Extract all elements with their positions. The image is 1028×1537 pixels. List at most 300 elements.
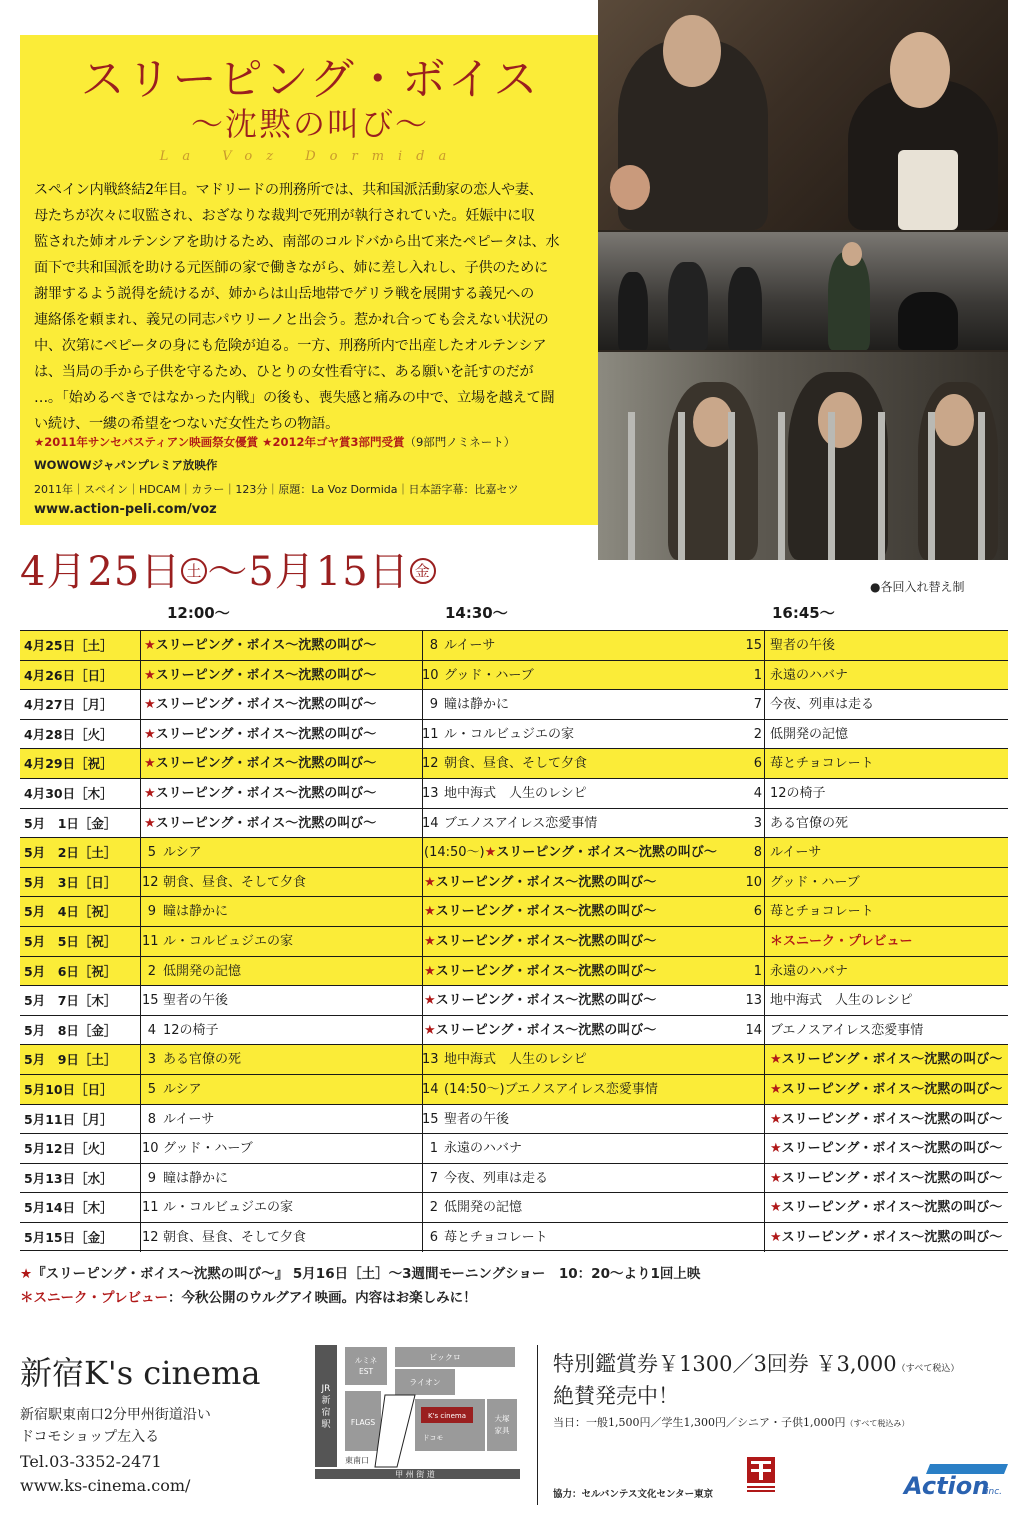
synopsis	[34, 177, 586, 437]
movie-number: 10	[422, 667, 439, 683]
movie-title-text: グッド・ハーブ	[444, 667, 534, 683]
movie-number: 3	[753, 815, 762, 831]
screening-date: 5月14日［木］	[24, 1200, 113, 1216]
action-inc-logo	[900, 1460, 1010, 1500]
movie-title-text: ＊スニーク・プレビュー	[770, 933, 913, 949]
movie-title-text: 聖者の午後	[444, 1111, 510, 1127]
divider	[764, 1075, 765, 1105]
star-icon: ★	[770, 1200, 782, 1216]
star-icon: ★	[770, 1081, 782, 1097]
film-info-panel	[20, 35, 598, 525]
movie-title	[770, 1164, 1002, 1194]
screening-date: 5月 9日［土］	[24, 1052, 117, 1068]
movie-title	[770, 986, 913, 1016]
movie-number: 8	[753, 845, 762, 861]
instituto-cervantes-logo	[745, 1455, 777, 1495]
still-prison-bars-photo	[598, 352, 1008, 560]
movie-title-text: スリーピング・ボイス〜沈黙の叫び〜	[435, 933, 657, 949]
broadcast-note: WOWOWジャパンプレミア放映作	[34, 458, 218, 472]
star-icon: ★	[484, 845, 497, 861]
screening-date: 5月 2日［土］	[24, 845, 117, 861]
movie-title-text: グッド・ハーブ	[770, 874, 860, 890]
schedule-row	[20, 689, 1008, 719]
movie-title	[770, 809, 848, 839]
map-station-label: JR 新宿駅	[321, 1384, 331, 1430]
movie-number: 1	[429, 1141, 438, 1157]
movie-number: 6	[429, 1229, 438, 1245]
movie-title-text: スリーピング・ボイス〜沈黙の叫び〜	[155, 638, 377, 653]
morning-show-note	[20, 1262, 700, 1282]
movie-title	[770, 1075, 1002, 1105]
schedule-row	[20, 1133, 1008, 1163]
movie-title-text: ある官僚の死	[770, 815, 849, 831]
screening-date: 5月 7日［木］	[24, 993, 117, 1009]
movie-number: 10	[745, 874, 762, 890]
movie-title-text: スリーピング・ボイス〜沈黙の叫び〜	[435, 963, 657, 979]
svg-text:inc.: inc.	[986, 1487, 1003, 1497]
movie-number: 8	[429, 638, 438, 653]
sneak-preview-label: ＊スニーク・プレビュー	[20, 1290, 168, 1306]
divider	[764, 749, 765, 779]
movie-number: 15	[142, 993, 159, 1009]
movie-title	[163, 927, 293, 957]
alt-start-time: (14:50〜)	[424, 845, 485, 861]
schedule-row	[20, 926, 1008, 956]
schedule-row	[20, 778, 1008, 808]
screening-date: 5月11日［月］	[24, 1111, 113, 1127]
movie-title-text: 永遠のハバナ	[770, 667, 849, 683]
schedule-row	[20, 985, 1008, 1015]
divider	[140, 1164, 141, 1194]
movie-title	[444, 690, 509, 720]
movie-number: 9	[147, 904, 156, 920]
divider	[764, 868, 765, 898]
star-icon: ★	[770, 1111, 782, 1127]
star-icon: ★	[144, 815, 156, 831]
divider	[140, 1105, 141, 1135]
divider	[422, 1016, 423, 1046]
schedule-row	[20, 660, 1008, 690]
movie-title-text: スリーピング・ボイス〜沈黙の叫び〜	[781, 1052, 1003, 1068]
divider	[422, 957, 423, 987]
movie-title-text: スリーピング・ボイス〜沈黙の叫び〜	[435, 874, 657, 890]
movie-title-text: 聖者の午後	[163, 993, 229, 1009]
divider	[140, 957, 141, 987]
schedule-table	[20, 630, 1008, 1251]
movie-number: 14	[422, 815, 439, 831]
synopsis-line: い続け、一縷の希望をつないだ女性たちの物語。	[34, 416, 339, 432]
movie-title-text: スリーピング・ボイス〜沈黙の叫び〜	[781, 1170, 1003, 1186]
movie-title-text: ルイーサ	[163, 1111, 215, 1127]
divider	[140, 1134, 141, 1164]
divider	[422, 927, 423, 957]
movie-number: 9	[429, 697, 438, 713]
theater-name: 新宿K's cinema	[20, 1354, 261, 1392]
divider	[422, 986, 423, 1016]
svg-text:家具: 家具	[494, 1426, 510, 1435]
movie-title	[444, 661, 534, 691]
schedule-row	[20, 837, 1008, 867]
divider	[140, 868, 141, 898]
star-icon: ★	[424, 963, 436, 979]
schedule-row	[20, 719, 1008, 749]
award-goya: ★2012年ゴヤ賞3部門受賞	[262, 435, 405, 449]
movie-title	[444, 1134, 522, 1164]
divider	[140, 661, 141, 691]
star-icon: ★	[770, 1052, 782, 1068]
divider	[764, 986, 765, 1016]
movie-title	[163, 838, 202, 868]
divider	[764, 690, 765, 720]
schedule-row	[20, 1192, 1008, 1222]
address-line-2: ドコモショップ左入る	[20, 1429, 160, 1445]
synopsis-line: 面下で共和国派を助ける元医師の家で働きながら、姉に差し入れし、子供のために	[34, 260, 548, 276]
divider	[764, 1193, 765, 1223]
movie-number: 12	[142, 1229, 159, 1245]
movie-title	[770, 897, 874, 927]
movie-title-text: 12の椅子	[770, 785, 826, 801]
movie-title-text: スリーピング・ボイス〜沈黙の叫び〜	[496, 845, 717, 861]
movie-number: 5	[147, 1081, 156, 1097]
movie-title	[144, 690, 376, 720]
movie-number: 10	[142, 1141, 159, 1157]
movie-title	[770, 749, 874, 779]
screening-date: 4月30日［木］	[24, 785, 113, 801]
movie-number: 12	[142, 874, 159, 890]
star-icon: ★	[424, 904, 436, 920]
movie-title-text: ブエノスアイレス恋愛事情	[504, 1081, 658, 1097]
movie-title-text: スリーピング・ボイス〜沈黙の叫び〜	[781, 1141, 1003, 1157]
movie-title-text: グッド・ハーブ	[163, 1141, 253, 1157]
movie-number: 1	[753, 963, 762, 979]
movie-title-text: スリーピング・ボイス〜沈黙の叫び〜	[781, 1200, 1003, 1216]
movie-title-text: 朝食、昼食、そして夕食	[163, 874, 307, 890]
film-title: スリーピング・ボイス	[80, 54, 540, 105]
movie-title-text: スリーピング・ボイス〜沈黙の叫び〜	[155, 697, 377, 713]
schedule-row	[20, 808, 1008, 838]
synopsis-line: 連絡係を頼まれ、義兄の同志パウリーノと出会う。惹かれ合っても会えない状況の	[34, 312, 549, 328]
star-icon: ★	[144, 785, 156, 801]
movie-title	[424, 957, 656, 987]
alt-start-time: (14:50〜)	[444, 1081, 505, 1097]
access-map	[315, 1345, 520, 1497]
screening-date: 5月 8日［金］	[24, 1022, 117, 1038]
movie-title	[444, 720, 574, 750]
movie-title	[424, 868, 656, 898]
schedule-row	[20, 1222, 1008, 1252]
movie-title-text: 今夜、列車は走る	[444, 1170, 549, 1186]
film-spec: 2011年｜スペイン｜HDCAM｜カラー｜123分｜原題：La Voz Dormida｜日本語字幕：比嘉セツ	[34, 483, 519, 496]
divider	[764, 1223, 765, 1253]
synopsis-line: スペイン内戦終結2年目。マドリードの刑務所では、共和国派活動家の恋人や妻、	[34, 182, 543, 198]
schedule-row	[20, 1163, 1008, 1193]
schedule-row	[20, 867, 1008, 897]
movie-title-text: 朝食、昼食、そして夕食	[163, 1229, 307, 1245]
movie-title	[424, 986, 656, 1016]
end-weekday-badge: 金	[410, 558, 436, 584]
award-san-sebastian: ★2011年サンセバスティアン映画祭女優賞	[34, 435, 259, 449]
movie-title	[770, 1134, 1002, 1164]
movie-title	[424, 927, 656, 957]
movie-number: 13	[422, 1052, 439, 1068]
movie-title	[163, 1105, 214, 1135]
movie-title	[444, 749, 587, 779]
movie-number: 6	[753, 904, 762, 920]
movie-title	[163, 868, 306, 898]
period-start: 4月25日	[20, 549, 182, 595]
movie-title	[163, 1075, 202, 1105]
start-weekday-badge: 土	[181, 558, 207, 584]
movie-title-text: スリーピング・ボイス〜沈黙の叫び〜	[435, 1022, 657, 1038]
screening-date: 5月 3日［日］	[24, 874, 117, 890]
morning-show-text: 『スリーピング・ボイス〜沈黙の叫び〜』 5月16日［土］〜3週間モーニングショー 10：20〜より1回上映	[32, 1266, 701, 1282]
movie-number: 3	[147, 1052, 156, 1068]
divider	[764, 779, 765, 809]
movie-title	[444, 1223, 548, 1253]
divider	[140, 897, 141, 927]
synopsis-line: 監された姉オルテンシアを助けるため、南部のコルドバから出て来たペピータは、水	[34, 234, 560, 250]
movie-title	[444, 1193, 522, 1223]
divider	[764, 838, 765, 868]
movie-title-text: スリーピング・ボイス〜沈黙の叫び〜	[781, 1111, 1003, 1127]
film-website-link[interactable]: www.action-peli.com/voz	[34, 502, 217, 517]
theater-address	[20, 1404, 211, 1448]
movie-title-text: ルイーサ	[770, 845, 822, 861]
movie-title-text: ブエノスアイレス恋愛事情	[770, 1022, 924, 1038]
movie-number: 9	[147, 1170, 156, 1186]
star-icon: ★	[144, 667, 156, 683]
movie-title	[444, 631, 495, 661]
movie-number: 8	[147, 1111, 156, 1127]
movie-title-text: 苺とチョコレート	[770, 756, 874, 772]
movie-number: 4	[753, 785, 762, 801]
film-subtitle: 〜沈黙の叫び〜	[190, 105, 429, 143]
movie-title-text: スリーピング・ボイス〜沈黙の叫び〜	[155, 667, 377, 683]
still-courtroom-photo	[598, 232, 1008, 350]
movie-number: 15	[745, 638, 762, 653]
movie-title	[144, 631, 376, 661]
period-separator: 〜	[207, 549, 249, 595]
movie-title-text: ブエノスアイレス恋愛事情	[444, 815, 598, 831]
movie-title	[770, 720, 848, 750]
star-icon: ★	[144, 726, 156, 742]
screening-date: 5月10日［日］	[24, 1081, 113, 1097]
divider	[764, 631, 765, 661]
divider	[764, 1045, 765, 1075]
divider	[764, 957, 765, 987]
movie-title	[424, 838, 717, 868]
movie-title	[444, 1164, 548, 1194]
theater-phone[interactable]: Tel.03-3352-2471	[20, 1452, 162, 1471]
ticket-offer-tax-note: （すべて税込）	[896, 1364, 960, 1374]
movie-title	[163, 897, 228, 927]
movie-number: 4	[147, 1022, 156, 1038]
movie-title	[424, 1016, 656, 1046]
movie-number: 2	[429, 1200, 438, 1216]
movie-number: 6	[753, 756, 762, 772]
movie-title	[144, 749, 376, 779]
movie-title	[770, 779, 826, 809]
divider	[140, 986, 141, 1016]
star-icon: ★	[770, 1229, 782, 1245]
movie-title-text: スリーピング・ボイス〜沈黙の叫び〜	[155, 726, 377, 742]
movie-title	[770, 1105, 1002, 1135]
screening-date: 4月25日［土］	[24, 638, 113, 653]
map-street-label: 甲 州 街 道	[395, 1470, 435, 1479]
svg-text:EST: EST	[358, 1367, 374, 1376]
map-docomo-label: ドコモ	[422, 1434, 444, 1442]
movie-title	[770, 631, 835, 661]
movie-number: 7	[429, 1170, 438, 1186]
screening-date: 5月15日［金］	[24, 1229, 113, 1245]
ticket-offer	[553, 1348, 959, 1378]
movie-number: 11	[142, 1200, 159, 1216]
slot-time-1: 12:00〜	[167, 604, 230, 622]
divider	[764, 1016, 765, 1046]
star-icon: ★	[144, 697, 156, 713]
screening-date: 4月28日［火］	[24, 726, 113, 742]
movie-title-text: スリーピング・ボイス〜沈黙の叫び〜	[435, 993, 657, 1009]
movie-title-text: 12の椅子	[163, 1022, 219, 1038]
movie-title	[770, 1223, 1002, 1253]
divider	[140, 690, 141, 720]
synopsis-line: …。「始めるべきではなかった内戦」の後も、喪失感と痛みの中で、立場を越えて闘	[34, 390, 555, 406]
movie-title-text: 苺とチョコレート	[444, 1229, 548, 1245]
movie-title-text: 聖者の午後	[770, 638, 836, 653]
star-icon: ★	[424, 874, 436, 890]
divider	[140, 1075, 141, 1105]
map-flags-label: FLAGS	[350, 1418, 376, 1427]
screening-date: 5月 4日［祝］	[24, 904, 117, 920]
movie-title-text: 地中海式 人生のレシピ	[770, 993, 913, 1009]
movie-title-text: 今夜、列車は走る	[770, 697, 875, 713]
divider	[140, 720, 141, 750]
divider	[764, 1134, 765, 1164]
movie-title-text: 瞳は静かに	[163, 1170, 229, 1186]
schedule-row	[20, 1104, 1008, 1134]
movie-number: 11	[142, 933, 159, 949]
movie-number: 7	[753, 697, 762, 713]
screening-period	[20, 540, 436, 597]
movie-title-text: スリーピング・ボイス〜沈黙の叫び〜	[155, 756, 377, 772]
star-icon: ★	[424, 993, 436, 1009]
star-icon: ★	[424, 933, 436, 949]
movie-number: 15	[422, 1111, 439, 1127]
movie-title	[163, 1223, 306, 1253]
awards-line	[34, 434, 594, 450]
divider	[140, 749, 141, 779]
movie-title	[163, 1164, 228, 1194]
movie-title	[444, 1075, 658, 1105]
screening-date: 5月 6日［祝］	[24, 963, 117, 979]
movie-title	[770, 1016, 923, 1046]
movie-number: 13	[422, 785, 439, 801]
movie-title	[163, 986, 228, 1016]
movie-title-text: スリーピング・ボイス〜沈黙の叫び〜	[155, 815, 377, 831]
schedule-row	[20, 748, 1008, 778]
award-goya-note: （9部門ノミネート）	[404, 435, 516, 449]
star-icon: ★	[20, 1266, 33, 1282]
divider	[764, 897, 765, 927]
movie-title	[163, 957, 241, 987]
divider	[764, 809, 765, 839]
movie-title-text: 低開発の記憶	[444, 1200, 523, 1216]
screening-date: 5月 5日［祝］	[24, 933, 117, 949]
star-icon: ★	[144, 756, 156, 772]
map-lumine-label: ルミネ	[354, 1356, 378, 1365]
svg-text:Action: Action	[904, 1472, 990, 1500]
movie-title	[163, 1134, 253, 1164]
synopsis-line: 謝罪するよう説得を続けるが、姉からは山岳地帯でゲリラ戦を展開する義兄への	[34, 286, 534, 302]
movie-title-text: ある官僚の死	[163, 1052, 242, 1068]
movie-title-text: 永遠のハバナ	[444, 1141, 523, 1157]
movie-title	[163, 1193, 293, 1223]
movie-title-text: ルイーサ	[444, 638, 496, 653]
door-prices	[553, 1414, 909, 1430]
movie-title-text: 永遠のハバナ	[770, 963, 849, 979]
movie-title-text: ルシア	[163, 1081, 202, 1097]
divider	[140, 1223, 141, 1253]
schedule-row	[20, 896, 1008, 926]
movie-title	[144, 779, 376, 809]
film-original-title: La Voz Dormida	[159, 149, 461, 164]
screening-date: 4月27日［月］	[24, 697, 113, 713]
map-theater-label: K's cinema	[427, 1412, 467, 1420]
divider	[140, 779, 141, 809]
cooperation-credit: 協力：セルバンテス文化センター東京	[553, 1489, 714, 1500]
movie-title	[770, 868, 860, 898]
divider	[764, 720, 765, 750]
movie-title	[424, 897, 656, 927]
screening-date: 5月13日［水］	[24, 1170, 113, 1186]
schedule-row	[20, 630, 1008, 660]
movie-title-text: 瞳は静かに	[444, 697, 510, 713]
movie-title	[163, 1016, 219, 1046]
divider	[764, 927, 765, 957]
door-prices-text: 当日：一般1,500円／学生1,300円／シニア・子供1,000円	[553, 1416, 846, 1429]
slot-time-3: 16:45〜	[772, 604, 835, 622]
movie-number: 14	[422, 1081, 439, 1097]
movie-title-text: スリーピング・ボイス〜沈黙の叫び〜	[781, 1229, 1003, 1245]
movie-title	[444, 1045, 587, 1075]
address-line-1: 新宿駅東南口2分甲州街道沿い	[20, 1407, 211, 1423]
movie-title	[444, 779, 587, 809]
movie-title	[444, 1105, 509, 1135]
movie-number: 14	[745, 1022, 762, 1038]
divider	[537, 1345, 538, 1505]
period-end: 5月15日	[248, 549, 410, 595]
divider	[140, 1016, 141, 1046]
synopsis-line: は、当局の手から子供を守るため、ひとりの女性看守に、ある願いを託すのだが	[34, 364, 534, 380]
movie-title	[770, 661, 848, 691]
movie-number: 12	[422, 756, 439, 772]
movie-title	[770, 957, 848, 987]
movie-title-text: スリーピング・ボイス〜沈黙の叫び〜	[781, 1081, 1003, 1097]
movie-title-text: ル・コルビュジエの家	[444, 726, 575, 742]
divider	[140, 1045, 141, 1075]
theater-website-link[interactable]: www.ks-cinema.com/	[20, 1476, 191, 1495]
movie-title	[770, 1193, 1002, 1223]
divider	[764, 1105, 765, 1135]
screening-date: 5月 1日［金］	[24, 815, 117, 831]
divider	[422, 897, 423, 927]
movie-number: 2	[753, 726, 762, 742]
divider	[140, 927, 141, 957]
movie-title-text: 低開発の記憶	[770, 726, 849, 742]
schedule-row	[20, 1074, 1008, 1104]
divider	[764, 1164, 765, 1194]
synopsis-line: 中、次第にペピータの身にも危険が迫る。一方、刑務所内で出産したオルテンシア	[34, 338, 547, 354]
